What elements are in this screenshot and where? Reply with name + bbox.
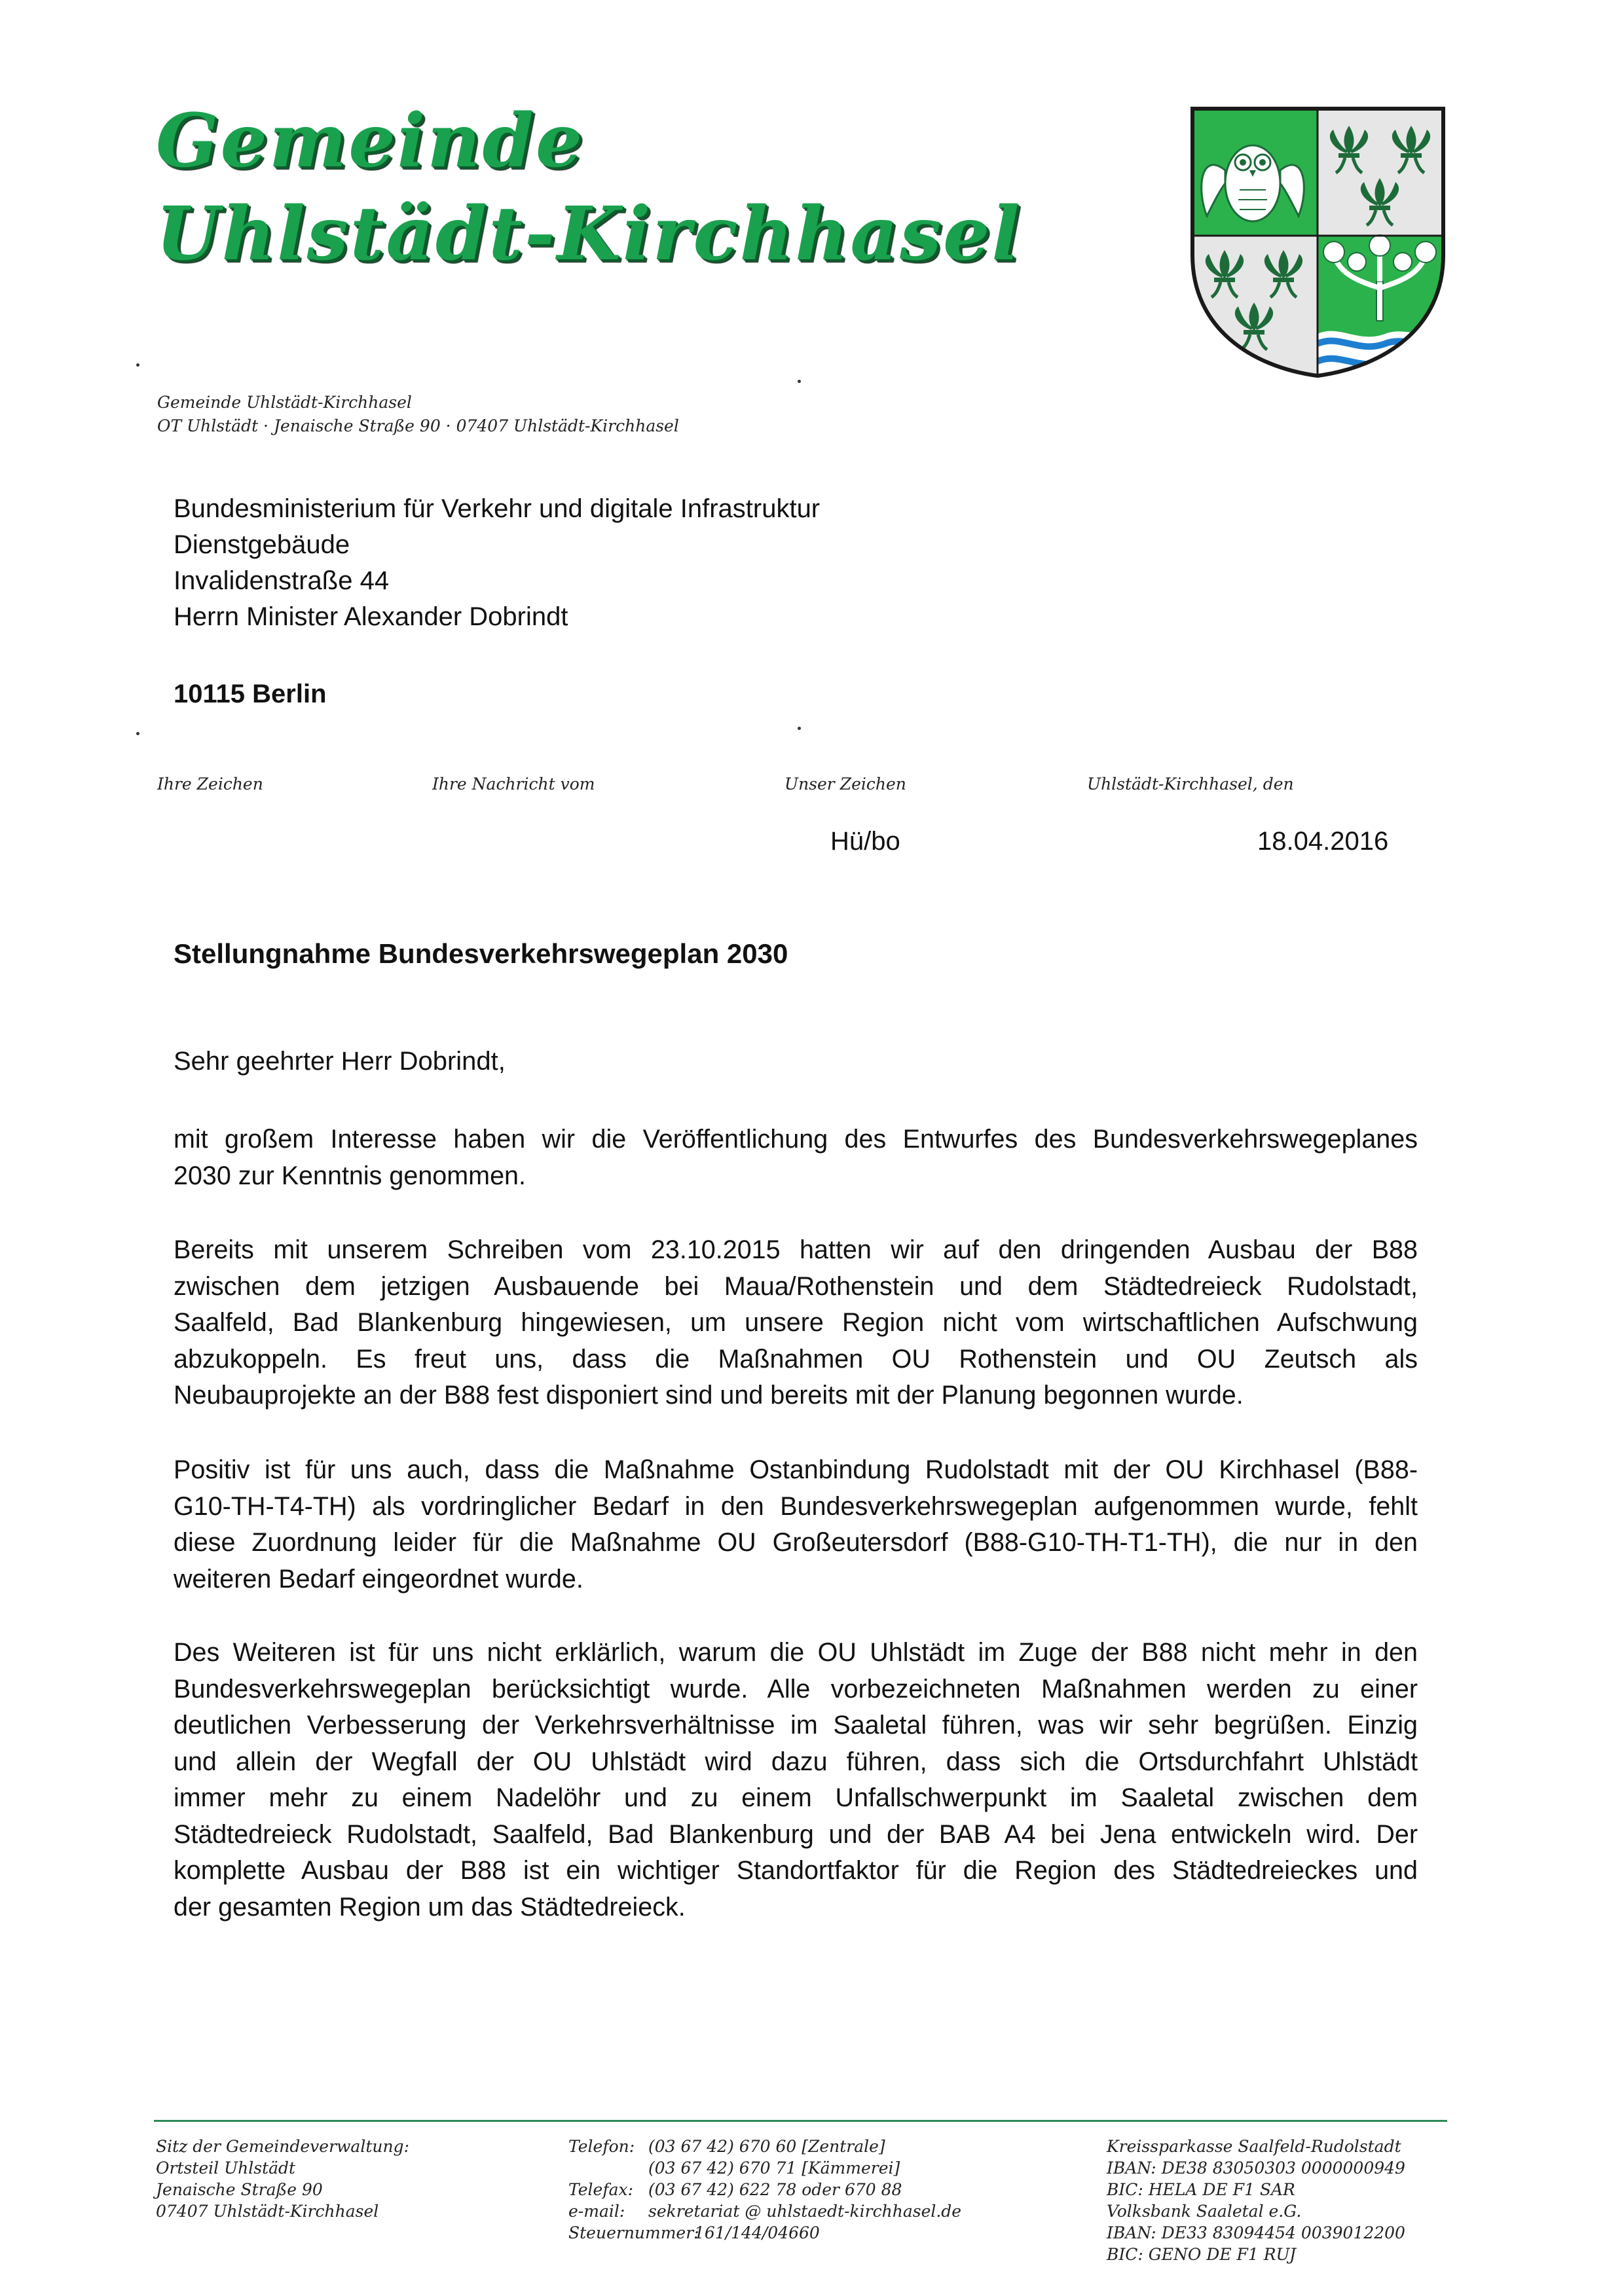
ref-date-value: 18.04.2016 xyxy=(1257,827,1389,856)
footer-label: Steuernummer: xyxy=(568,2223,699,2242)
recipient-line: Invalidenstraße 44 xyxy=(174,566,390,595)
paragraph-line: zwischen dem jetzigen Ausbauende bei Maua/Rothenstein und dem Städtedreieck Rudolstadt, xyxy=(174,1271,1418,1301)
fold-mark xyxy=(136,363,139,367)
footer-line: Jenaische Straße 90 xyxy=(156,2180,323,2199)
coat-of-arms-icon xyxy=(1189,105,1447,380)
footer-line: IBAN: DE38 83050303 0000000949 xyxy=(1107,2159,1405,2178)
paragraph-line: Bundesverkehrswegeplan berücksichtigt wurde. Alle vorbezeichneten Maßnahmen werden zu einer xyxy=(174,1674,1418,1704)
footer-line: BIC: GENO DE F1 RUJ xyxy=(1107,2245,1296,2264)
paragraph-line: Des Weiteren ist für uns nicht erklärlich, warum die OU Uhlstädt im Zuge der B88 nicht mehr in den xyxy=(174,1638,1418,1667)
sender-line2: OT Uhlstädt · Jenaische Straße 90 · 07407 Uhlstädt-Kirchhasel xyxy=(157,416,679,435)
paragraph-line: komplette Ausbau der B88 ist ein wichtiger Standortfaktor für die Region des Städtedreieckes und xyxy=(174,1856,1418,1885)
footer-label: Telefax: xyxy=(568,2180,633,2199)
footer-contact-values xyxy=(648,2136,961,2244)
paragraph-line: G10-TH-T4-TH) als vordringlicher Bedarf in den Bundesverkehrswegeplan aufgenommen wurde, fehlt xyxy=(174,1491,1418,1521)
recipient-line: Herrn Minister Alexander Dobrindt xyxy=(174,602,568,631)
recipient-line: Dienstgebäude xyxy=(174,530,350,559)
footer-tax-number: 161/144/04660 xyxy=(694,2223,820,2242)
paragraph-line: Positiv ist für uns auch, dass die Maßnahme Ostanbindung Rudolstadt mit der OU Kirchhasel (B88- xyxy=(174,1455,1418,1484)
sender-line1: Gemeinde Uhlstädt-Kirchhasel xyxy=(157,393,412,412)
footer-line: Kreissparkasse Saalfeld-Rudolstadt xyxy=(1107,2137,1401,2156)
paragraph-line: Städtedreieck Rudolstadt, Saalfeld, Bad Blankenburg und der BAB A4 bei Jena entwickeln wird. Der xyxy=(174,1819,1418,1849)
paragraph-line: und allein der Wegfall der OU Uhlstädt wird dazu führen, dass sich die Ortsdurchfahrt Uhlstädt xyxy=(174,1747,1418,1776)
ref-unser-zeichen: Unser Zeichen xyxy=(784,774,906,793)
recipient-line: Bundesministerium für Verkehr und digitale Infrastruktur xyxy=(174,494,821,523)
paragraph-line: Bereits mit unserem Schreiben vom 23.10.2015 hatten wir auf den dringenden Ausbau der B88 xyxy=(174,1235,1418,1264)
footer-line: IBAN: DE33 83094454 0039012200 xyxy=(1107,2223,1405,2242)
fold-mark xyxy=(798,380,801,383)
footer-phone: (03 67 42) 670 71 [Kämmerei] xyxy=(648,2159,900,2178)
body-paragraph-1 xyxy=(174,1121,1418,1194)
footer-line: BIC: HELA DE F1 SAR xyxy=(1107,2180,1295,2199)
paragraph-line: Saalfeld, Bad Blankenburg hingewiesen, um unsere Region nicht vom wirtschaftlichen Aufschwung xyxy=(174,1308,1418,1337)
paragraph-line: Neubauprojekte an der B88 fest disponiert sind und bereits mit der Planung begonnen wurde. xyxy=(174,1381,1244,1410)
body-paragraph-3 xyxy=(174,1452,1418,1597)
ref-ort-datum: Uhlstädt-Kirchhasel, den xyxy=(1087,774,1294,793)
footer-line: 07407 Uhlstädt-Kirchhasel xyxy=(156,2202,379,2221)
fold-mark xyxy=(798,727,801,730)
footer-label: e-mail: xyxy=(568,2202,625,2221)
paragraph-line: mit großem Interesse haben wir die Veröffentlichung des Entwurfes des Bundesverkehrswegeplanes xyxy=(174,1125,1418,1154)
paragraph-line: deutlichen Verbesserung der Verkehrsverhältnisse im Saaletal führen, was wir sehr begrüßen. Einzig xyxy=(174,1711,1418,1740)
footer-line: Volksbank Saaletal e.G. xyxy=(1107,2202,1302,2221)
footer-phone: (03 67 42) 670 60 [Zentrale] xyxy=(648,2137,885,2156)
ref-unser-zeichen-value: Hü/bo xyxy=(830,827,900,856)
footer-line: Sitz der Gemeindeverwaltung: xyxy=(156,2137,409,2156)
footer-address xyxy=(156,2136,409,2222)
paragraph-line: diese Zuordnung leider für die Maßnahme OU Großeutersdorf (B88-G10-TH-T1-TH), die nur in den xyxy=(174,1528,1418,1557)
footer-label: Telefon: xyxy=(568,2137,635,2156)
paragraph-line: weiteren Bedarf eingeordnet wurde. xyxy=(174,1564,583,1594)
footer-email: sekretariat @ uhlstaedt-kirchhasel.de xyxy=(648,2202,962,2221)
paragraph-line: 2030 zur Kenntnis genommen. xyxy=(174,1161,526,1190)
footer-fax: (03 67 42) 622 78 oder 670 88 xyxy=(648,2180,902,2199)
recipient-city: 10115 Berlin xyxy=(174,680,327,708)
paragraph-line: immer mehr zu einem Nadelöhr und zu einem Unfallschwerpunkt im Saaletal zwischen dem xyxy=(174,1783,1418,1812)
fold-mark xyxy=(136,732,139,735)
footer-bank xyxy=(1107,2136,1405,2265)
body-paragraph-4 xyxy=(174,1635,1418,1925)
ref-ihre-nachricht: Ihre Nachricht vom xyxy=(432,774,595,793)
body-paragraph-2 xyxy=(174,1232,1418,1414)
recipient-address xyxy=(174,491,820,635)
footer-line: Ortsteil Uhlstädt xyxy=(156,2159,296,2178)
salutation: Sehr geehrter Herr Dobrindt, xyxy=(174,1047,506,1076)
letter-subject: Stellungnahme Bundesverkehrswegeplan 2030 xyxy=(174,938,788,969)
ref-ihre-zeichen: Ihre Zeichen xyxy=(157,774,263,793)
paragraph-line: abzukoppeln. Es freut uns, dass die Maßnahmen OU Rothenstein und OU Zeutsch als xyxy=(174,1344,1418,1374)
paragraph-line: der gesamten Region um das Städtedreieck. xyxy=(174,1892,686,1922)
footer-rule xyxy=(154,2120,1447,2122)
letterhead-title-line1: Gemeinde xyxy=(156,98,585,184)
letterhead-title-line2: Uhlstädt-Kirchhasel xyxy=(156,191,1022,277)
